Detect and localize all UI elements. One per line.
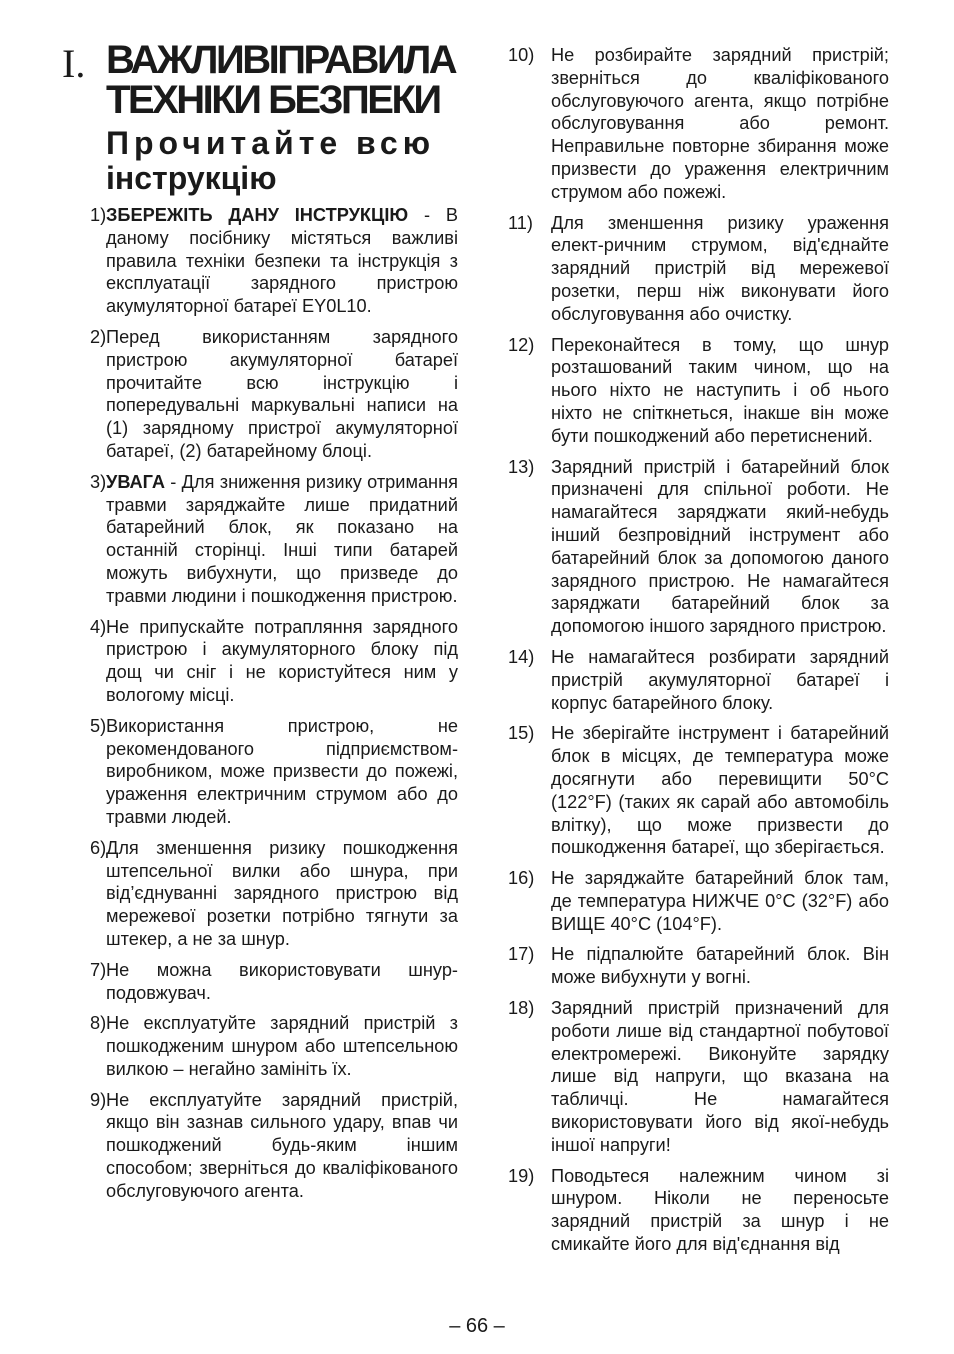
item-body: - В даному посібнику містяться важливі правила техніки безпеки та інструкція з експлуатації зарядного пристрою акумуляторної батареї EY0L10. <box>106 205 459 317</box>
page-number: – 66 – <box>449 1315 505 1337</box>
item-body: Для зменшення ризику ураження елект-ричним струмом, від'єднайте зарядний пристрій від мережевої розетки, перш ніж виконувати його обслуговування або очистку. <box>551 212 889 324</box>
item-number: 6) <box>90 837 107 858</box>
list-item <box>508 456 889 638</box>
list-item <box>508 943 889 989</box>
item-body: Не експлуатуйте зарядний пристрій, якщо він зазнав сильного удару, впав чи пошкоджений будь-яким іншим способом; зверніться до кваліфікованого обслуговуючого агента. <box>106 1089 458 1201</box>
list-item <box>62 326 458 463</box>
list-item <box>62 959 458 1005</box>
item-text <box>106 1089 458 1203</box>
item-text <box>551 212 889 326</box>
item-body: Не припускайте потрапляння зарядного пристрою і акумуляторного блоку під дощ чи сніг і не користуйтеся ним у вологому місці. <box>106 616 458 705</box>
item-number: 15) <box>508 723 535 744</box>
item-number: 4) <box>90 616 107 637</box>
subtitle-line2: інструкцію <box>106 160 277 196</box>
subtitle-line1: Прочитайте всю <box>106 125 436 161</box>
item-text <box>551 722 889 859</box>
item-text <box>551 334 889 448</box>
list-item <box>62 1089 458 1203</box>
item-body: Не експлуатуйте зарядний пристрій з пошкодженим шнуром або штепсельною вилкою – негайно замініть їх. <box>106 1013 458 1079</box>
item-lead: УВАГА <box>106 471 165 492</box>
list-item <box>62 837 458 951</box>
item-number: 19) <box>508 1165 535 1186</box>
section-title-line1: ВАЖЛИВІПРАВИЛА <box>106 38 456 82</box>
list-item <box>62 616 458 707</box>
section-heading <box>62 40 458 196</box>
item-body: Не намагайтеся розбирати зарядний пристрій акумуляторної батареї і корпус батарейного блоку. <box>551 646 889 713</box>
item-text <box>106 326 458 463</box>
item-body: Поводьтеся належним чином зі шнуром. Ніколи не переносьте зарядний пристрій за шнур і не смикайте його для від'єднання від <box>551 1165 889 1255</box>
item-text <box>551 943 889 989</box>
item-body: Для зменшення ризику пошкодження штепсельної вилки або шнура, при від’єднуванні зарядного пристрою від мережевої розетки потрібно тягнути за штекер, а не за шнур. <box>106 837 458 949</box>
item-body: Не можна використовувати шнур-подовжувач. <box>106 959 458 1003</box>
item-text <box>551 997 889 1157</box>
list-item <box>508 646 889 714</box>
item-number: 17) <box>508 944 535 965</box>
item-number: 7) <box>90 959 107 980</box>
list-item <box>62 204 458 318</box>
list-item <box>508 1165 889 1256</box>
item-number: 11) <box>508 212 533 233</box>
item-text <box>551 1165 889 1256</box>
list-item <box>62 715 458 829</box>
item-number: 10) <box>508 45 535 65</box>
list-item <box>508 997 889 1157</box>
item-lead: ЗБЕРЕЖІТЬ ДАНУ ІНСТРУКЦІЮ <box>106 205 409 225</box>
item-body: Не заряджайте батарейний блок там, де температура НИЖЧЕ 0°C (32°F) або ВИЩЕ 40°C (104°F). <box>551 868 889 934</box>
section-subtitle <box>106 126 458 196</box>
list-item <box>62 1012 458 1080</box>
item-body: Зарядний пристрій і батарейний блок призначені для спільної роботи. Не намагайтеся заряджати який-небудь інший безпровідний інструмент або батарейний блок за допомогою даного зарядного пристрою. Не намагайтеся заряджати батарейний блок за допомогою іншого зарядного пристрою. <box>551 456 889 637</box>
item-number: 8) <box>90 1013 107 1034</box>
item-number: 18) <box>508 998 535 1019</box>
item-body: Перед використанням зарядного пристрою акумуляторної батареї прочитайте всю інструкцію і попередувальні маркувальні написи на (1) зарядному пристрої акумуляторної батареї, (2) батарейному блоці. <box>106 326 458 461</box>
list-item <box>62 471 458 608</box>
item-text <box>551 646 889 714</box>
list-item <box>508 212 889 326</box>
list-item <box>508 722 889 859</box>
item-number: 14) <box>508 646 535 667</box>
list-item <box>508 334 889 448</box>
item-number: 3) <box>90 471 107 492</box>
item-number: 2) <box>90 326 107 347</box>
right-instruction-list <box>508 44 889 1256</box>
item-body: - Для зниження ризику отримання травми заряджайте лише придатний батарейний блок, як показано на останній сторінці. Інші типи батарей можуть вибухнути, що призведе до травми людини і пошкодження пристрою. <box>106 471 458 606</box>
item-text <box>106 471 458 608</box>
item-number: 13) <box>508 456 535 477</box>
item-text <box>106 616 458 707</box>
item-body: Переконайтеся в тому, що шнур розташований таким чином, що на нього ніхто не наступить і об нього ніхто не спіткнеться, інакше він може бути пошкоджений або перетиснений. <box>551 334 889 446</box>
item-number: 16) <box>508 868 535 889</box>
item-text <box>106 204 458 318</box>
item-number: 1) <box>90 205 107 225</box>
item-number: 9) <box>90 1089 107 1110</box>
item-text <box>106 1012 458 1080</box>
item-body: Зарядний пристрій призначений для роботи лише від стандартної побутової електромережі. Виконуйте зарядку лише від напруги, що вказана на табличці. Не намагайтеся використовувати його від якої-небудь іншої напруги! <box>551 998 889 1155</box>
left-instruction-list <box>62 204 458 1203</box>
item-number: 12) <box>508 334 535 355</box>
list-item <box>508 44 889 204</box>
item-text <box>106 715 458 829</box>
right-column <box>508 44 889 1264</box>
item-body: Використання пристрою, не рекомендованого підприємством-виробником, може призвести до пожежі, ураження електричним струмом або до травми людей. <box>106 715 458 827</box>
item-text <box>106 837 458 951</box>
list-item <box>508 867 889 935</box>
item-text <box>551 456 889 638</box>
item-body: Не підпалюйте батарейний блок. Він може вибухнути у вогні. <box>551 944 889 988</box>
section-number: I. <box>62 41 86 86</box>
item-body: Не зберігайте інструмент і батарейний блок в місцях, де температура може досягнути або перевищити 50°C (122°F) (таких як сарай або автомобіль влітку), що може призвести до пошкодження батареї, що зберігається. <box>551 723 889 858</box>
item-number: 5) <box>90 715 107 736</box>
item-text <box>551 867 889 935</box>
left-column <box>62 40 458 1211</box>
item-text <box>551 44 889 204</box>
item-text <box>106 959 458 1005</box>
item-body: Не розбирайте зарядний пристрій; зверніться до кваліфікованого обслуговуючого агента, якщо потрібне обслуговування або ремонт. Неправильне повторне збирання може призвести до ураження електричним струмом або пожежі. <box>551 45 889 202</box>
section-title-line2: ТЕХНІКИ БЕЗПЕКИ <box>106 78 440 122</box>
